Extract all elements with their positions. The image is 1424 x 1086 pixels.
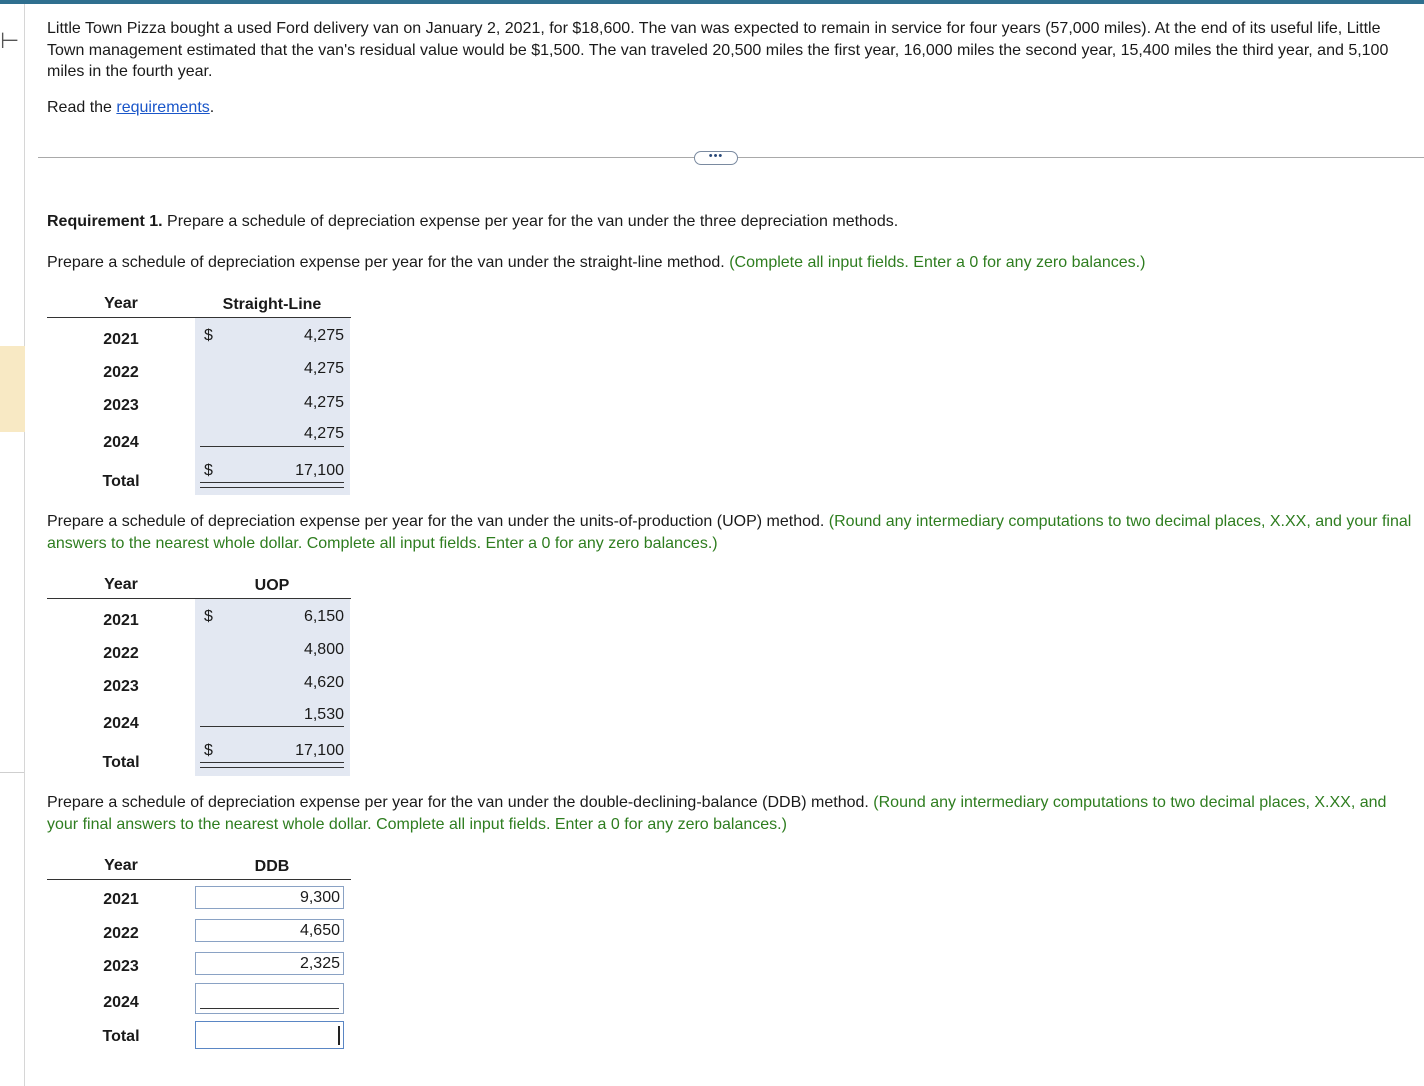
subtotal-rule [200,726,344,727]
sl-header-row [47,293,351,318]
sl-year-2024: 2024 [103,434,139,451]
ddb-year-2023: 2023 [103,958,139,975]
currency-sign: $ [204,608,213,625]
total-double-rule [200,762,344,768]
ddb-input-2022[interactable]: 4,650 [195,919,344,942]
top-accent-bar [0,0,1424,4]
total-double-rule [200,482,344,488]
currency-sign: $ [204,327,213,344]
expand-more-button[interactable]: ••• [694,151,738,165]
uop-value-2022[interactable]: 4,800 [303,641,344,658]
ddb-year-2024: 2024 [103,994,139,1011]
sl-value-2023[interactable]: 4,275 [303,394,344,411]
ddb-input-2021[interactable]: 9,300 [195,886,344,909]
sl-instruction: Prepare a schedule of depreciation expense per year for the van under the straight-line method. (Complete all input fields. Enter a 0 for any zero balances.) [47,254,1146,271]
collapse-handle-icon[interactable]: ⊢ [0,28,20,53]
uop-value-2023[interactable]: 4,620 [303,674,344,691]
ddb-total-input[interactable] [195,1021,344,1049]
ddb-input-2023[interactable]: 2,325 [195,952,344,975]
sl-value-2022[interactable]: 4,275 [303,360,344,377]
subtotal-rule [200,446,344,447]
currency-sign: $ [204,742,213,759]
ddb-total-label: Total [102,1028,140,1045]
uop-year-2024: 2024 [103,715,139,732]
sl-total-value[interactable]: 17,100 [295,462,344,479]
year-header: Year [104,576,138,593]
ddb-instruction: Prepare a schedule of depreciation expense per year for the van under the double-declining-balance (DDB) method. (Round any intermediary computations to two decimal places, X.XX, and your final answers to the nearest whole dollar. Complete all input fields. Enter a 0 for any zero balances.) [47,794,1387,833]
year-header: Year [104,295,138,312]
ddb-year-2021: 2021 [103,891,139,908]
uop-instruction: Prepare a schedule of depreciation expense per year for the van under the units-of-production (UOP) method. (Round any intermediary computations to two decimal places, X.XX, and your final answers to the nearest whole dollar. Complete all input fields. Enter a 0 for any zero balances.) [47,513,1412,552]
sl-method-header: Straight-Line [222,296,322,313]
sl-year-2023: 2023 [103,397,139,414]
uop-total-label: Total [102,754,140,771]
sl-value-2024[interactable]: 4,275 [303,425,344,442]
uop-year-2023: 2023 [103,678,139,695]
text-cursor [338,1026,340,1045]
left-highlight-strip [0,346,25,432]
read-requirements: Read the requirements. [47,99,215,116]
sl-table [47,293,351,498]
uop-value-2021[interactable]: 6,150 [303,608,344,625]
ddb-note: (Round any intermediary computations to two decimal places, X.XX, and your final answers to the nearest whole dollar. Complete all input fields. Enter a 0 for any zero balances.) [47,794,1387,833]
uop-table [47,574,351,779]
uop-header-row [47,574,351,599]
uop-year-2022: 2022 [103,645,139,662]
uop-total-value[interactable]: 17,100 [295,742,344,759]
subtotal-rule [200,1008,339,1009]
requirements-link[interactable]: requirements [116,99,210,116]
ddb-header-row [47,855,351,880]
sl-year-2022: 2022 [103,364,139,381]
sl-total-label: Total [102,473,140,490]
requirement-label: Requirement 1. [47,213,163,230]
left-gutter-divider [0,772,24,773]
uop-value-2024[interactable]: 1,530 [303,706,344,723]
sl-value-2021[interactable]: 4,275 [303,327,344,344]
requirement-heading: Requirement 1. Prepare a schedule of depreciation expense per year for the van under the three depreciation methods. [47,213,899,230]
sl-year-2021: 2021 [103,331,139,348]
uop-method-header: UOP [254,577,290,594]
ddb-input-2024[interactable] [195,983,344,1014]
ddb-table [47,855,351,1055]
year-header: Year [104,857,138,874]
sl-note: (Complete all input fields. Enter a 0 for any zero balances.) [729,254,1146,271]
problem-statement: Little Town Pizza bought a used Ford delivery van on January 2, 2021, for $18,600. The van was expected to remain in service for four years (57,000 miles). At the end of its useful life, Little Town management estimated that the van's residual value would be $1,500. The van traveled 20,500 miles the first year, 16,000 miles the second year, 15,400 miles the third year, and 5,100 miles in the fourth year. [47,20,1389,80]
currency-sign: $ [204,462,213,479]
ddb-year-2022: 2022 [103,925,139,942]
ddb-method-header: DDB [254,858,290,875]
uop-year-2021: 2021 [103,612,139,629]
uop-note: (Round any intermediary computations to two decimal places, X.XX, and your final answers to the nearest whole dollar. Complete all input fields. Enter a 0 for any zero balances.) [47,513,1412,552]
left-gutter-rule [24,4,25,1086]
